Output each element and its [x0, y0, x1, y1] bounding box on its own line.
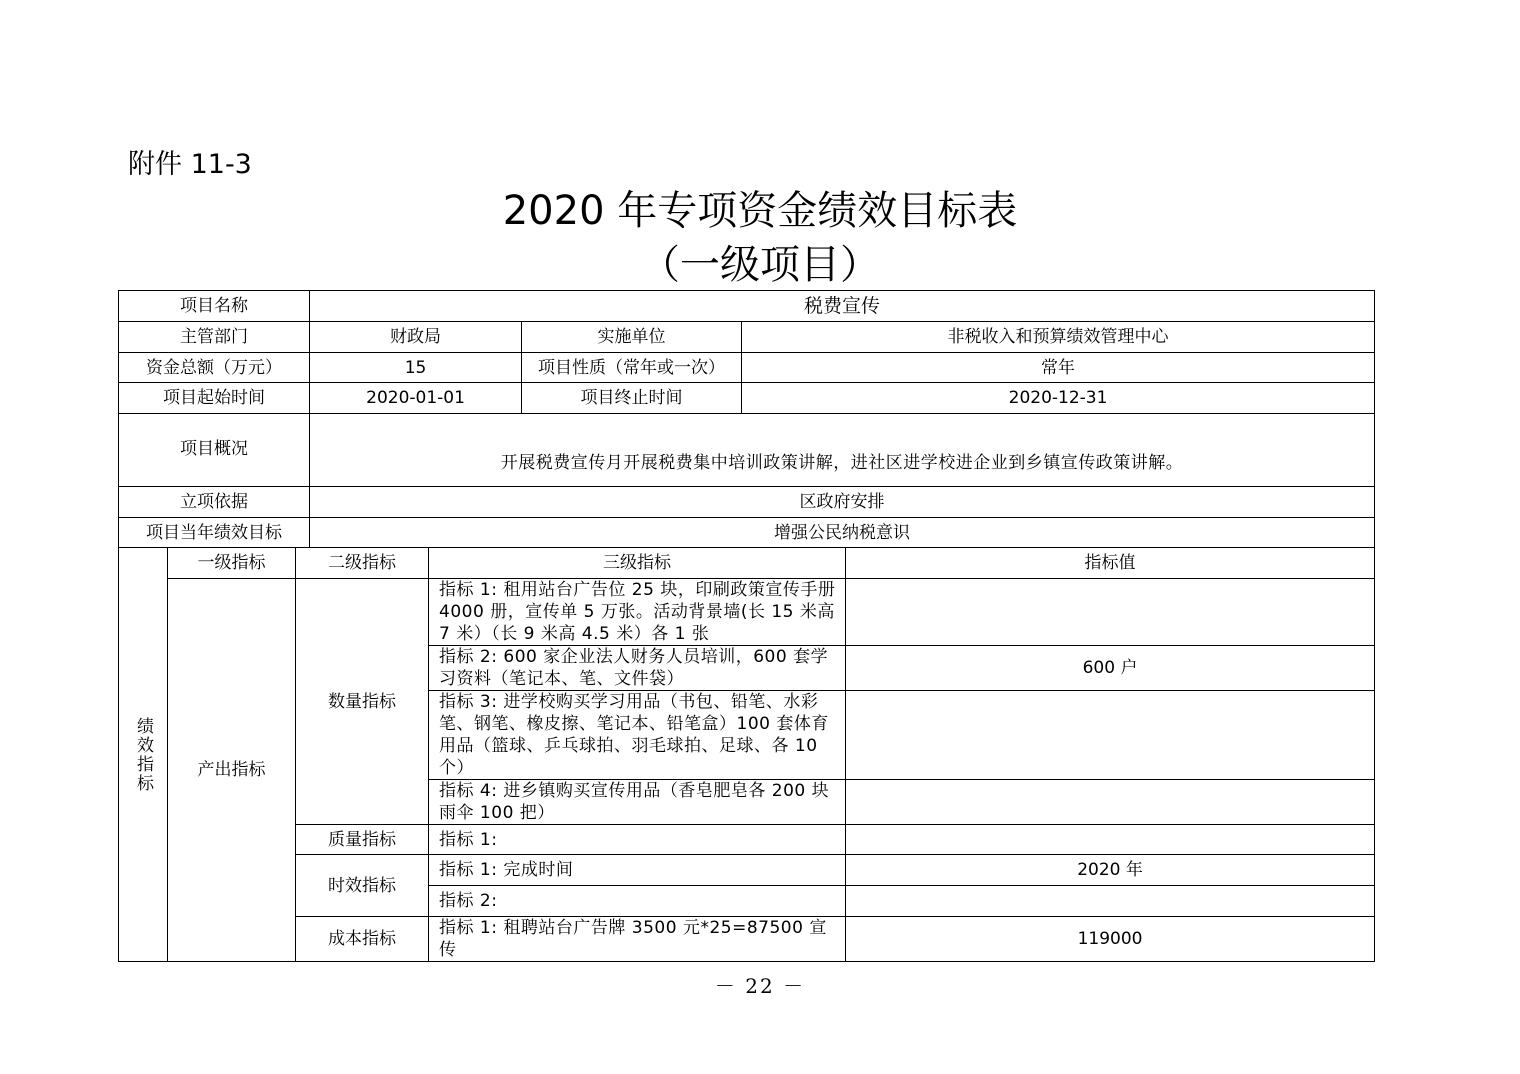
quantity-label: 数量指标: [296, 579, 429, 825]
indicator-row-text: 指标 2: 600 家企业法人财务人员培训，600 套学习资料（笔记本、笔、文件袋）: [429, 646, 846, 691]
quality-label: 质量指标: [296, 825, 429, 855]
timeliness-label: 时效指标: [296, 855, 429, 917]
header-value: 指标值: [846, 548, 1375, 579]
header-level1: 一级指标: [168, 548, 296, 579]
indicator-row-value: 119000: [846, 917, 1375, 962]
nature-value: 常年: [742, 353, 1375, 383]
indicator-row-text: 指标 1:: [429, 825, 846, 855]
total-value: 15: [310, 353, 522, 383]
end-value: 2020-12-31: [742, 383, 1375, 414]
start-value: 2020-01-01: [310, 383, 522, 414]
table-row: [119, 518, 1375, 548]
table-row: [119, 291, 1375, 322]
start-label: 项目起始时间: [119, 383, 310, 414]
table-row: [119, 414, 1375, 487]
indicator-group-label: 绩效指标: [119, 548, 168, 962]
table-row: [119, 917, 1375, 962]
page-title: 2020 年专项资金绩效目标表: [502, 188, 1018, 234]
end-label: 项目终止时间: [522, 383, 742, 414]
table-row: [119, 487, 1375, 518]
page-subtitle: （一级项目）: [640, 242, 880, 288]
table-row: [119, 855, 1375, 886]
indicator-row-text: 指标 3: 进学校购买学习用品（书包、铅笔、水彩笔、钢笔、橡皮擦、笔记本、铅笔盒）100 套体育用品（篮球、乒乓球拍、羽毛球拍、足球、各 10 个）: [429, 691, 846, 780]
output-label: 产出指标: [168, 579, 296, 962]
goal-label: 项目当年绩效目标: [119, 518, 310, 548]
project-name-value: 税费宣传: [310, 291, 1375, 322]
total-label: 资金总额（万元）: [119, 353, 310, 383]
table-row: [119, 548, 1375, 579]
table-row: [119, 383, 1375, 414]
indicator-row-value: [846, 780, 1375, 825]
table-row: [119, 825, 1375, 855]
indicator-row-value: [846, 691, 1375, 780]
page-number: － 22 －: [714, 974, 806, 998]
performance-table: [118, 290, 1375, 962]
indicator-row-text: 指标 1: 租聘站台广告牌 3500 元*25=87500 宣传: [429, 917, 846, 962]
indicator-row-text: 指标 2:: [429, 886, 846, 917]
indicator-row-value: 600 户: [846, 646, 1375, 691]
overview-label: 项目概况: [119, 414, 310, 487]
indicator-row-value: [846, 825, 1375, 855]
impl-unit-label: 实施单位: [522, 322, 742, 353]
basis-value: 区政府安排: [310, 487, 1375, 518]
header-level2: 二级指标: [296, 548, 429, 579]
table-row: [119, 322, 1375, 353]
overview-value: 开展税费宣传月开展税费集中培训政策讲解，进社区进学校进企业到乡镇宣传政策讲解。: [310, 414, 1375, 487]
table-row: [119, 353, 1375, 383]
table-row: [119, 579, 1375, 646]
basis-label: 立项依据: [119, 487, 310, 518]
dept-label: 主管部门: [119, 322, 310, 353]
nature-label: 项目性质（常年或一次）: [522, 353, 742, 383]
project-name-label: 项目名称: [119, 291, 310, 322]
indicator-row-text: 指标 1: 完成时间: [429, 855, 846, 886]
indicator-row-value: [846, 886, 1375, 917]
impl-unit-value: 非税收入和预算绩效管理中心: [742, 322, 1375, 353]
indicator-row-text: 指标 1: 租用站台广告位 25 块，印刷政策宣传手册 4000 册，宣传单 5 万张。活动背景墙(长 15 米高 7 米）（长 9 米高 4.5 米）各 1 张: [429, 579, 846, 646]
indicator-row-value: [846, 579, 1375, 646]
header-level3: 三级指标: [429, 548, 846, 579]
indicator-row-value: 2020 年: [846, 855, 1375, 886]
goal-value: 增强公民纳税意识: [310, 518, 1375, 548]
indicator-row-text: 指标 4: 进乡镇购买宣传用品（香皂肥皂各 200 块雨伞 100 把）: [429, 780, 846, 825]
dept-value: 财政局: [310, 322, 522, 353]
attachment-label: 附件 11-3: [128, 149, 252, 180]
cost-label: 成本指标: [296, 917, 429, 962]
